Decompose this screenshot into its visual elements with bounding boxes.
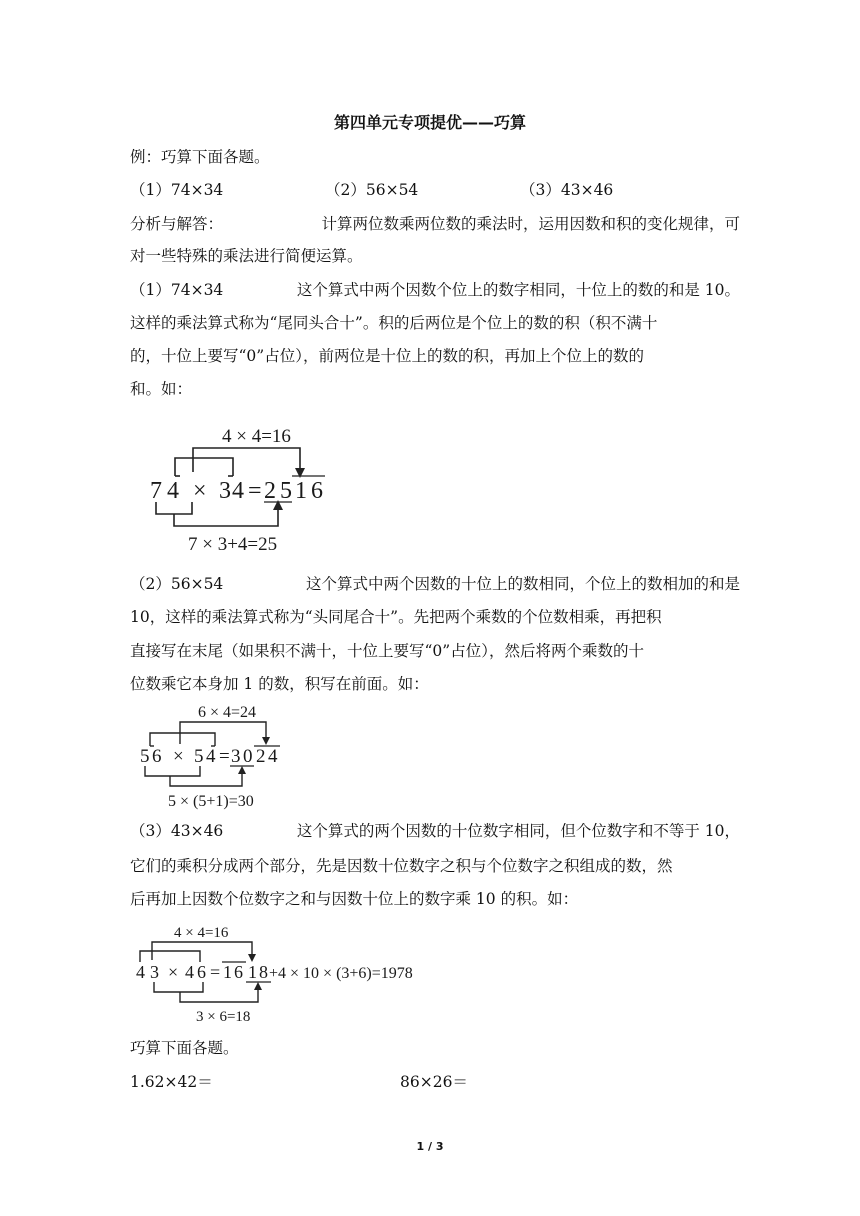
- example-problem-3: （3）43×46: [520, 181, 614, 199]
- example-problem-2: （2）56×54: [325, 181, 419, 199]
- part2-label: （2）56×54: [130, 575, 224, 593]
- part1-line-1: [130, 280, 740, 300]
- analysis-line-1: [130, 214, 740, 234]
- part2-digit: 4: [268, 746, 278, 767]
- part1-operator: ×: [193, 478, 207, 504]
- part3-equation: [136, 962, 413, 982]
- page-title: 第四单元专项提优——巧算: [333, 113, 526, 132]
- part2-digit: 4: [206, 746, 216, 767]
- part3-digit: 6: [197, 962, 206, 982]
- part1-digit: 7: [150, 478, 162, 504]
- part3-digit: 4: [136, 962, 145, 982]
- part3-diagram: [130, 920, 430, 1026]
- part2-diagram-bottom-label: 5 × (5+1)=30: [168, 793, 254, 810]
- analysis-line-2: 对一些特殊的乘法进行简便运算。: [130, 247, 363, 265]
- part3-diagram-bottom-label: 3 × 6=18: [196, 1009, 251, 1025]
- part3-equation-tail: +4 × 10 × (3+6)=1978: [269, 965, 413, 982]
- part3-digit: 6: [234, 962, 243, 982]
- part1-text-1: 这个算式中两个因数个位上的数字相同，十位上的数的和是 10。: [296, 281, 740, 299]
- part3-line-1: [130, 821, 740, 841]
- part1-label: （1）74×34: [130, 281, 224, 299]
- part1-diagram: [130, 418, 330, 558]
- part3-digit: 1: [248, 962, 257, 982]
- part1-text-2: 这样的乘法算式称为“尾同头合十”。积的后两位是个位上的数的积（积不满十: [130, 314, 658, 332]
- part1-equation: [150, 478, 323, 504]
- part3-text-3: 后再加上因数个位数字之和与因数十位上的数字乘 10 的积。如：: [130, 890, 579, 908]
- part1-digit: 6: [311, 478, 323, 504]
- exercise-heading: 巧算下面各题。: [130, 1039, 239, 1057]
- part3-label: （3）43×46: [130, 822, 224, 840]
- part2-digit: 5: [194, 746, 204, 767]
- part1-digit: 1: [295, 478, 307, 504]
- part3-digit: 4: [185, 962, 194, 982]
- part3-equals: =: [210, 962, 221, 982]
- analysis-text-1: 计算两位数乘两位数的乘法时，运用因数和积的变化规律，可: [321, 215, 740, 233]
- part1-digit: 3: [219, 478, 231, 504]
- part2-text-4: 位数乘它本身加 1 的数，积写在前面。如：: [130, 675, 429, 693]
- part2-digit: 2: [256, 746, 266, 767]
- part2-text-3: 直接写在末尾（如果积不满十，十位上要写“0”占位），然后将两个乘数的十: [130, 642, 644, 660]
- part3-text-1: 这个算式的两个因数的十位数字相同，但个位数字和不等于 10，: [296, 822, 740, 840]
- example-problem-1: （1）74×34: [130, 181, 224, 199]
- exercise-item-2: 86×26＝: [400, 1073, 468, 1091]
- part2-text-1: 这个算式中两个因数的十位上的数相同，个位上的数相加的和是: [305, 575, 740, 593]
- analysis-label: 分析与解答：: [130, 215, 224, 233]
- part3-diagram-top-label: 4 × 4=16: [174, 925, 229, 941]
- part3-digit: 1: [223, 962, 232, 982]
- part2-text-2: 10，这样的乘法算式称为“头同尾合十”。先把两个乘数的个位数相乘，再把积: [130, 608, 662, 626]
- part1-diagram-bottom-label: 7 × 3+4=25: [188, 534, 278, 555]
- part1-digit: 4: [232, 478, 244, 504]
- part1-diagram-top-label: 4 × 4=16: [222, 426, 291, 447]
- part3-digit: 3: [150, 962, 159, 982]
- example-problems: [130, 180, 740, 200]
- part2-diagram-top-label: 6 × 4=24: [198, 704, 257, 721]
- part1-digit: 4: [167, 478, 179, 504]
- part2-digit: 6: [152, 746, 162, 767]
- example-heading: 例：巧算下面各题。: [130, 148, 270, 166]
- part2-diagram: [130, 700, 330, 812]
- page-number: 1 / 3: [416, 1140, 444, 1153]
- exercise-item-1: 1.62×42＝: [130, 1073, 213, 1091]
- exercise-items: [130, 1072, 740, 1092]
- part1-text-3: 的，十位上要写“0”占位），前两位是十位上的数的积，再加上个位上的数的: [130, 347, 644, 365]
- part2-digit: 0: [243, 746, 253, 767]
- part1-digit: 2: [264, 478, 276, 504]
- part2-digit: 5: [140, 746, 150, 767]
- part2-operator: ×: [173, 746, 184, 767]
- part1-equals: =: [248, 478, 262, 504]
- part3-text-2: 它们的乘积分成两个部分，先是因数十位数字之积与个位数字之积组成的数，然: [130, 857, 673, 875]
- part2-equation: [140, 746, 278, 767]
- part3-digit: 8: [259, 962, 268, 982]
- part2-equals: =: [219, 746, 230, 767]
- part1-digit: 5: [280, 478, 292, 504]
- part3-operator: ×: [168, 962, 179, 982]
- part2-line-1: [130, 574, 740, 594]
- part2-digit: 3: [231, 746, 241, 767]
- part1-text-4: 和。如：: [130, 380, 193, 398]
